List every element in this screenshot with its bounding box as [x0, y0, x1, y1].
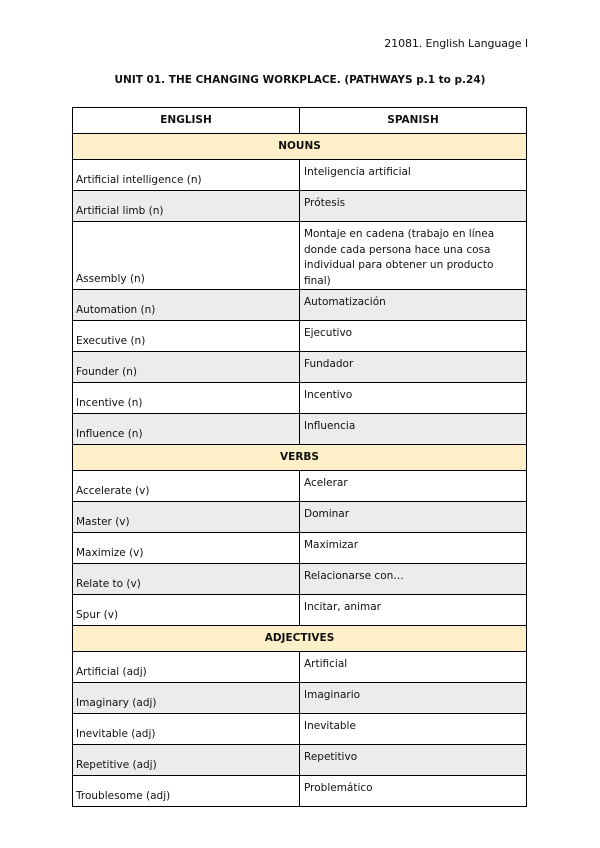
- spanish-term: Montaje en cadena (trabajo en línea donde cada persona hace una cosa individual para obtener un producto final): [300, 222, 527, 290]
- section-heading: VERBS: [73, 445, 527, 471]
- section-heading: NOUNS: [73, 134, 527, 160]
- spanish-term: Imaginario: [300, 683, 527, 714]
- spanish-term: Problemático: [300, 776, 527, 807]
- section-heading: ADJECTIVES: [73, 626, 527, 652]
- table-row: [73, 745, 527, 776]
- section-row-adjectives: [73, 626, 527, 652]
- spanish-term: Artificial: [300, 652, 527, 683]
- english-term: Incentive (n): [73, 383, 300, 414]
- table-row: [73, 191, 527, 222]
- table-row: [73, 714, 527, 745]
- table-row: [73, 652, 527, 683]
- vocabulary-table: [72, 107, 527, 807]
- spanish-term: Inteligencia artificial: [300, 160, 527, 191]
- table-row: [73, 564, 527, 595]
- spanish-term: Incitar, animar: [300, 595, 527, 626]
- spanish-term: Incentivo: [300, 383, 527, 414]
- table-row: [73, 383, 527, 414]
- spanish-term: Acelerar: [300, 471, 527, 502]
- column-header-english: ENGLISH: [73, 108, 300, 134]
- table-row: [73, 595, 527, 626]
- english-term: Artificial limb (n): [73, 191, 300, 222]
- spanish-term: Prótesis: [300, 191, 527, 222]
- table-row: [73, 321, 527, 352]
- spanish-term: Dominar: [300, 502, 527, 533]
- page-title: UNIT 01. THE CHANGING WORKPLACE. (PATHWAYS p.1 to p.24): [114, 74, 486, 86]
- english-term: Master (v): [73, 502, 300, 533]
- english-term: Spur (v): [73, 595, 300, 626]
- table-row: [73, 414, 527, 445]
- table-row: [73, 533, 527, 564]
- table-header-row: [73, 108, 527, 134]
- english-term: Inevitable (adj): [73, 714, 300, 745]
- table-row: [73, 683, 527, 714]
- english-term: Maximize (v): [73, 533, 300, 564]
- spanish-term: Influencia: [300, 414, 527, 445]
- spanish-term: Ejecutivo: [300, 321, 527, 352]
- english-term: Artificial intelligence (n): [73, 160, 300, 191]
- section-row-verbs: [73, 445, 527, 471]
- section-row-nouns: [73, 134, 527, 160]
- english-term: Troublesome (adj): [73, 776, 300, 807]
- english-term: Executive (n): [73, 321, 300, 352]
- course-header: 21081. English Language I: [384, 37, 528, 50]
- column-header-spanish: SPANISH: [300, 108, 527, 134]
- table-row: [73, 352, 527, 383]
- english-term: Accelerate (v): [73, 471, 300, 502]
- english-term: Relate to (v): [73, 564, 300, 595]
- table-row: [73, 290, 527, 321]
- spanish-term: Automatización: [300, 290, 527, 321]
- spanish-term: Relacionarse con…: [300, 564, 527, 595]
- spanish-term: Repetitivo: [300, 745, 527, 776]
- spanish-term: Fundador: [300, 352, 527, 383]
- english-term: Artificial (adj): [73, 652, 300, 683]
- english-term: Influence (n): [73, 414, 300, 445]
- table-row: [73, 222, 527, 290]
- english-term: Founder (n): [73, 352, 300, 383]
- table-row: [73, 471, 527, 502]
- table-row: [73, 776, 527, 807]
- table-row: [73, 160, 527, 191]
- english-term: Automation (n): [73, 290, 300, 321]
- english-term: Imaginary (adj): [73, 683, 300, 714]
- table-row: [73, 502, 527, 533]
- spanish-term: Maximizar: [300, 533, 527, 564]
- english-term: Repetitive (adj): [73, 745, 300, 776]
- english-term: Assembly (n): [73, 222, 300, 290]
- spanish-term: Inevitable: [300, 714, 527, 745]
